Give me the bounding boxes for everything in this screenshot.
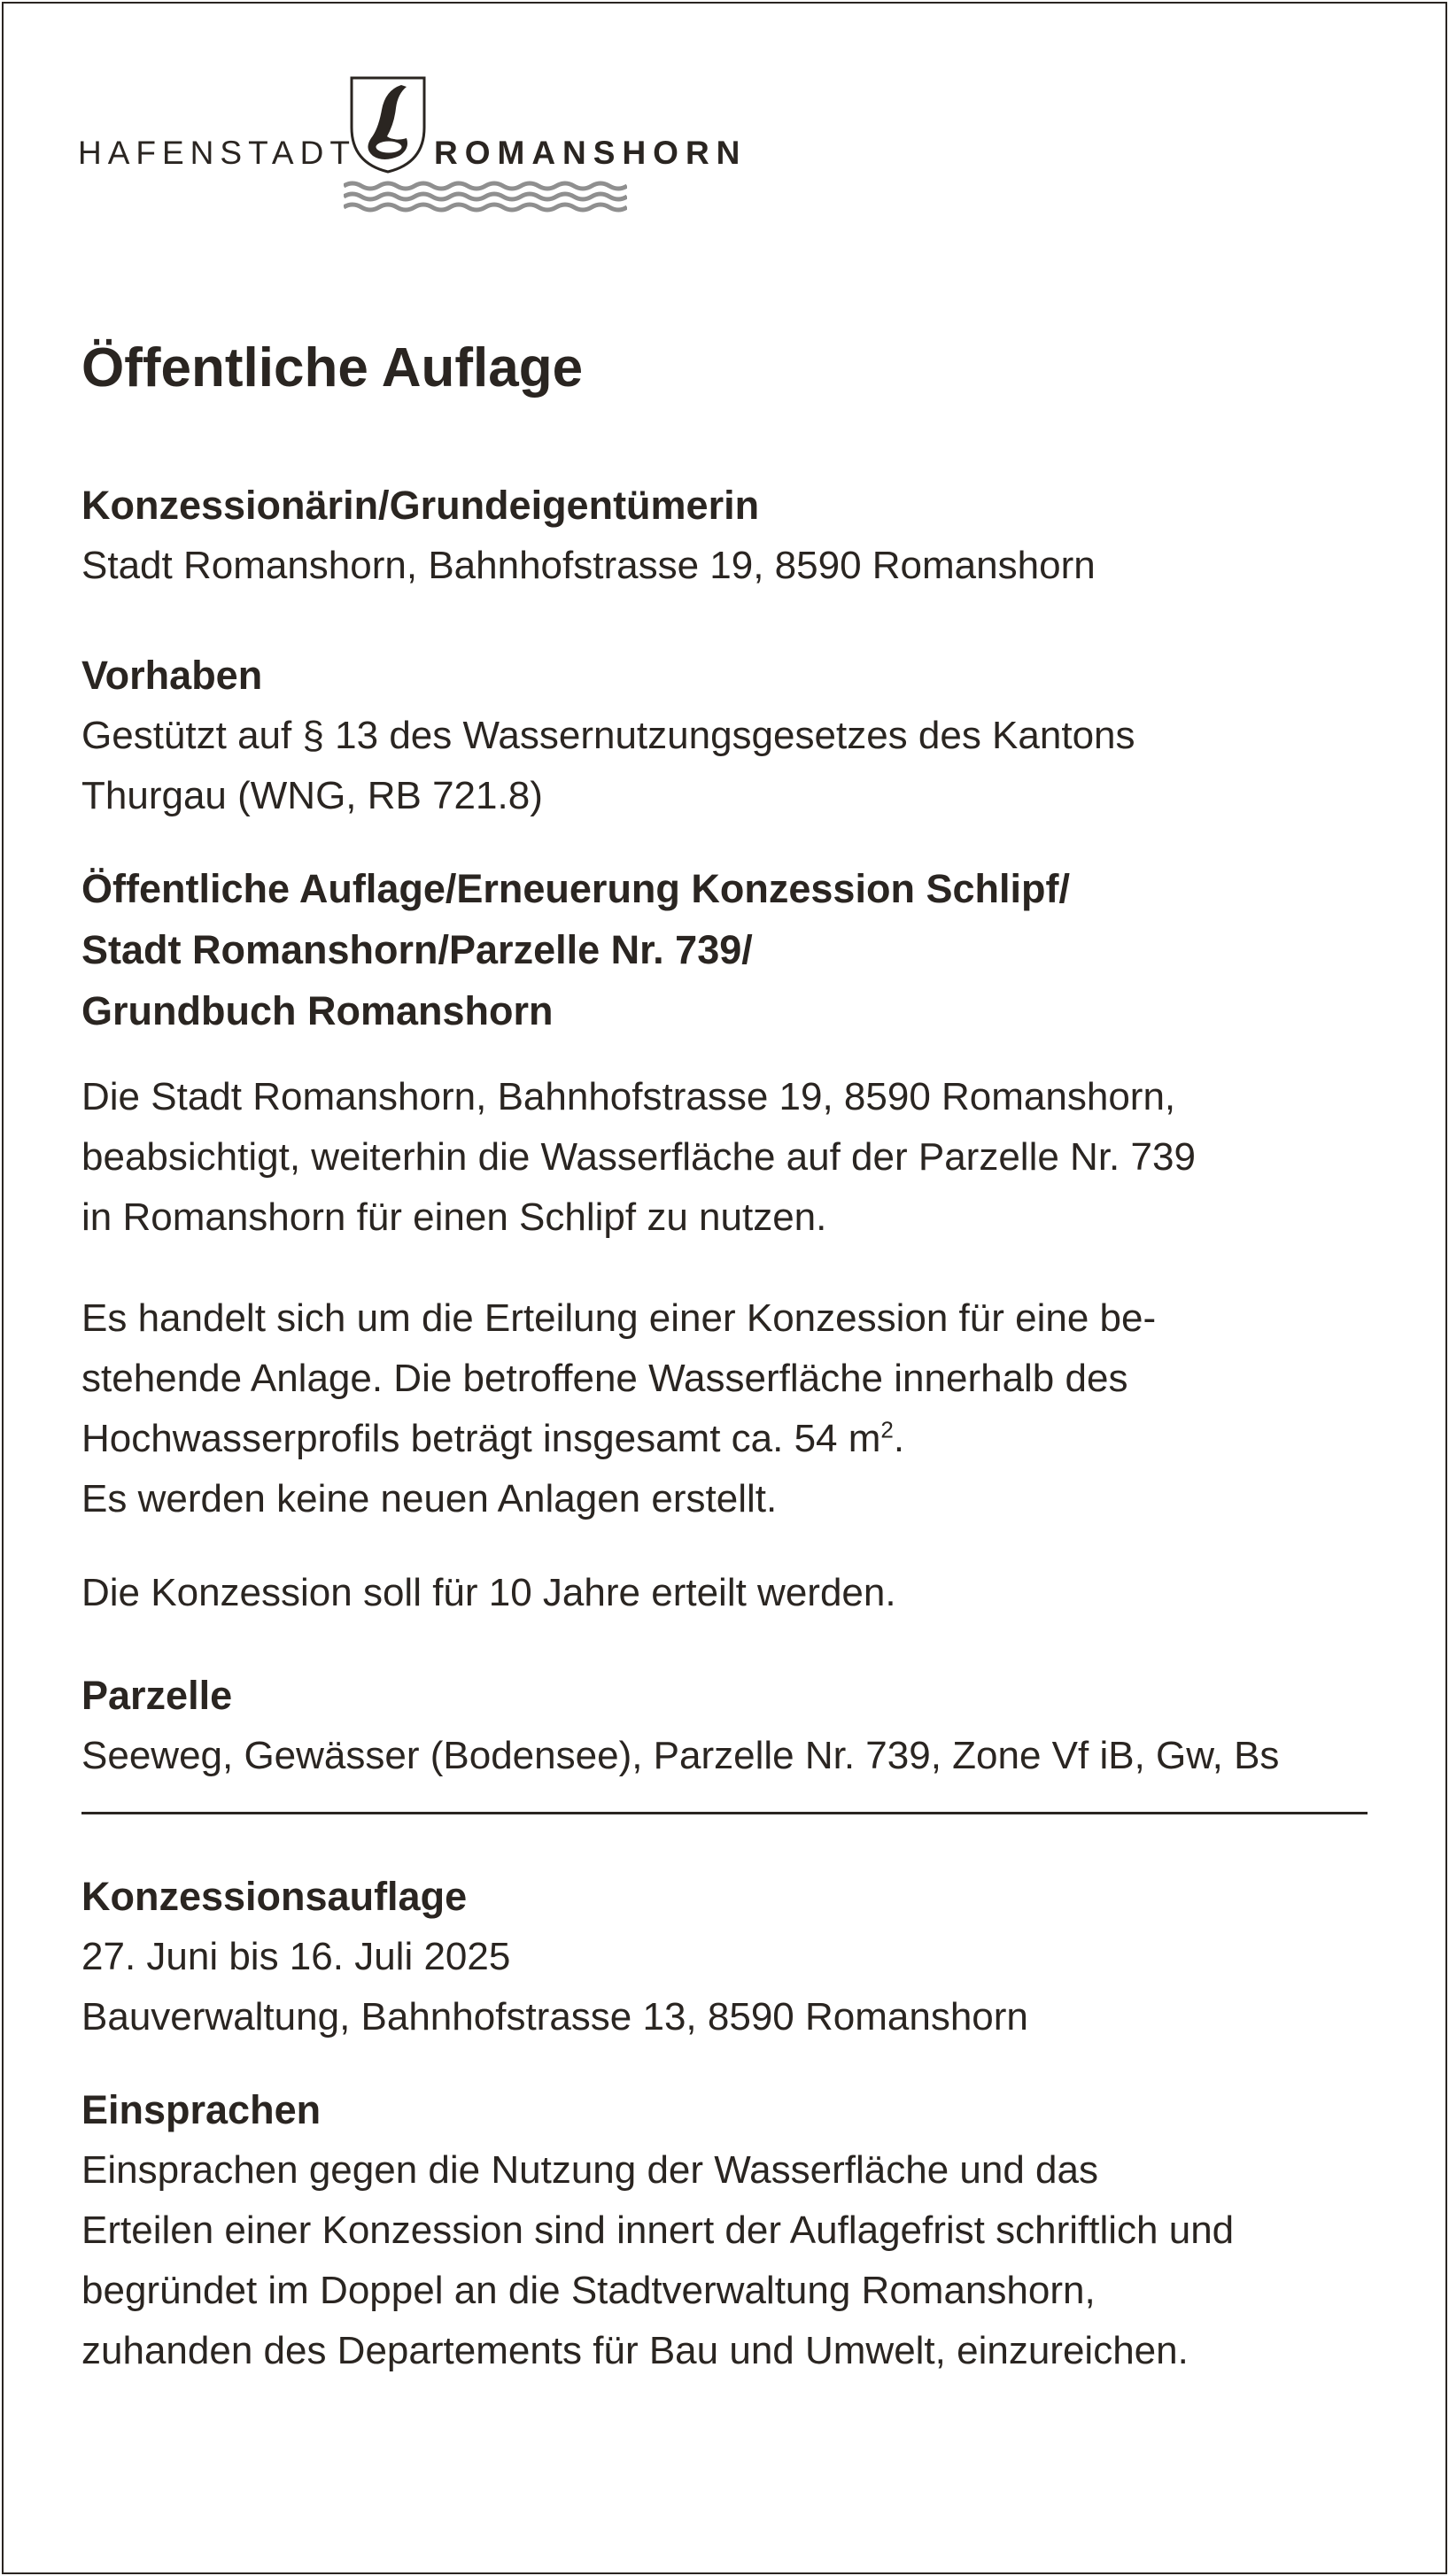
area-text: Hochwasserprofils beträgt insgesamt ca. 54 m (81, 1417, 881, 1460)
section-heading: Konzessionsauflage (81, 1874, 468, 1919)
section-line: Erteilen einer Konzession sind innert der Auflagefrist schriftlich und (81, 2209, 1235, 2252)
paragraph-line: Es handelt sich um die Erteilung einer Konzession für eine be- (81, 1296, 1157, 1340)
section-line: zuhanden des Departements für Bau und Umwelt, einzureichen. (81, 2329, 1189, 2372)
section-line: begründet im Doppel an die Stadtverwaltung Romanshorn, (81, 2269, 1096, 2312)
section-line: Einsprachen gegen die Nutzung der Wasserfläche und das (81, 2148, 1098, 2192)
paragraph-line: stehende Anlage. Die betroffene Wasserfläche innerhalb des (81, 1357, 1128, 1400)
paragraph-line: Die Stadt Romanshorn, Bahnhofstrasse 19, 8590 Romanshorn, (81, 1075, 1176, 1118)
paragraph-details (81, 1288, 1375, 1529)
logo-text-hafenstadt: HAFENSTADT (78, 135, 356, 171)
paragraph-line: Die Konzession soll für 10 Jahre erteilt werden. (81, 1571, 896, 1614)
subject-line: Öffentliche Auflage/Erneuerung Konzession Schlipf/ (81, 866, 1070, 911)
paragraph-line: in Romanshorn für einen Schlipf zu nutzen. (81, 1195, 827, 1239)
section-konzessionaerin (81, 475, 1375, 596)
section-konzessionsauflage (81, 1866, 1375, 2047)
area-exponent: 2 (880, 1416, 894, 1443)
subject-line: Grundbuch Romanshorn (81, 988, 554, 1033)
page-title: Öffentliche Auflage (81, 337, 584, 398)
paragraph-line-area (81, 1409, 1375, 1469)
paragraph-intro (81, 1067, 1375, 1248)
romanshorn-horn-crest-icon (348, 74, 428, 174)
section-text: Seeweg, Gewässer (Bodensee), Parzelle Nr. 739, Zone Vf iB, Gw, Bs (81, 1734, 1280, 1777)
section-line: Gestützt auf § 13 des Wassernutzungsgesetzes des Kantons (81, 714, 1135, 757)
section-parzelle (81, 1665, 1375, 1786)
section-heading: Konzessionärin/Grundeigentümerin (81, 483, 760, 528)
section-einsprachen (81, 2079, 1375, 2381)
section-text: Stadt Romanshorn, Bahnhofstrasse 19, 8590 Romanshorn (81, 544, 1096, 587)
section-subject (81, 858, 1375, 1041)
section-line: 27. Juni bis 16. Juli 2025 (81, 1935, 511, 1978)
paragraph-line: Es werden keine neuen Anlagen erstellt. (81, 1477, 778, 1520)
subject-line: Stadt Romanshorn/Parzelle Nr. 739/ (81, 927, 753, 972)
divider (81, 1812, 1368, 1814)
logo-text-romanshorn: ROMANSHORN (434, 135, 748, 171)
paragraph-duration (81, 1563, 1375, 1623)
section-line: Thurgau (WNG, RB 721.8) (81, 774, 543, 817)
section-vorhaben (81, 645, 1375, 826)
logo (78, 74, 786, 216)
section-heading: Einsprachen (81, 2087, 322, 2132)
waves-icon (344, 179, 627, 214)
area-period: . (893, 1417, 905, 1460)
paragraph-line: beabsichtigt, weiterhin die Wasserfläche auf der Parzelle Nr. 739 (81, 1135, 1196, 1179)
section-heading: Vorhaben (81, 653, 263, 698)
section-line: Bauverwaltung, Bahnhofstrasse 13, 8590 Romanshorn (81, 1995, 1028, 2038)
section-heading: Parzelle (81, 1673, 233, 1718)
